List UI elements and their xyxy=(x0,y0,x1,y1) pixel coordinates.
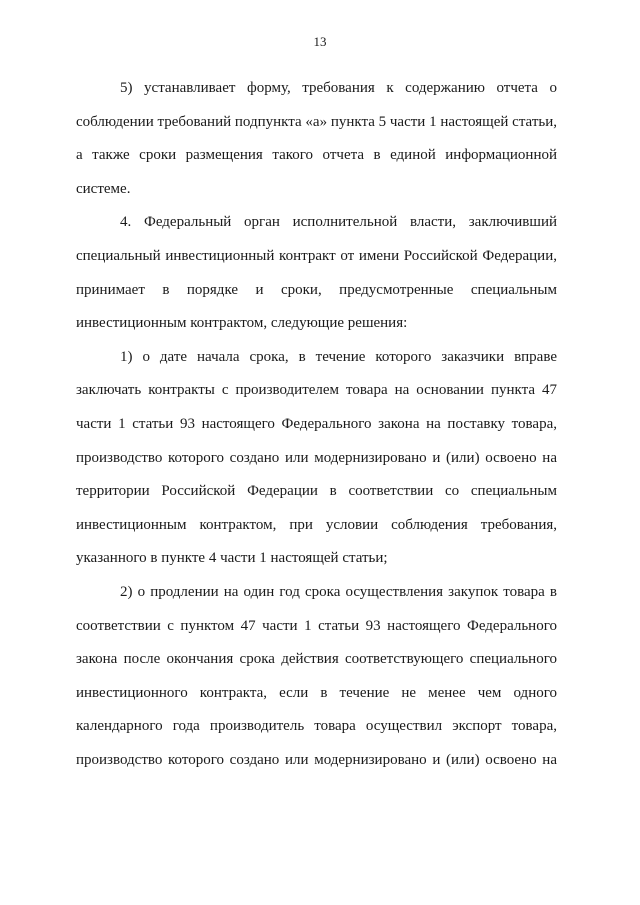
text-line: принимает в порядке и сроки, предусмотренные специальным xyxy=(76,281,557,298)
text-line: инвестиционного контракта, если в течение не менее чем одного xyxy=(76,684,557,701)
text-line: 2) о продлении на один год срока осуществления закупок товара в xyxy=(120,583,557,600)
text-line: производство которого создано или модернизировано и (или) освоено на xyxy=(76,751,557,768)
text-line: системе. xyxy=(76,180,131,197)
text-line: соответствии с пунктом 47 части 1 статьи 93 настоящего Федерального xyxy=(76,617,557,634)
document-body xyxy=(76,72,557,777)
text-line: указанного в пункте 4 части 1 настоящей статьи; xyxy=(76,550,388,567)
text-line: 1) о дате начала срока, в течение которого заказчики вправе xyxy=(120,348,557,365)
text-line: а также сроки размещения такого отчета в единой информационной xyxy=(76,147,557,164)
text-line: части 1 статьи 93 настоящего Федерального закона на поставку товара, xyxy=(76,415,557,432)
text-line: 5) устанавливает форму, требования к содержанию отчета о xyxy=(120,80,557,96)
text-line: 4. Федеральный орган исполнительной власти, заключивший xyxy=(120,214,557,231)
text-line: закона после окончания срока действия соответствующего специального xyxy=(76,651,557,668)
text-line: территории Российской Федерации в соответствии со специальным xyxy=(76,483,557,500)
text-line: производство которого создано или модернизировано и (или) освоено на xyxy=(76,449,557,466)
text-line: специальный инвестиционный контракт от имени Российской Федерации, xyxy=(76,247,557,264)
text-line: заключать контракты с производителем товара на основании пункта 47 xyxy=(76,382,557,399)
text-line: инвестиционным контрактом, следующие решения: xyxy=(76,315,408,332)
text-line: инвестиционным контрактом, при условии соблюдения требования, xyxy=(76,516,557,533)
text-line: соблюдении требований подпункта «а» пункта 5 части 1 настоящей статьи, xyxy=(76,113,557,130)
text-line: календарного года производитель товара осуществил экспорт товара, xyxy=(76,718,557,735)
page-number: 13 xyxy=(313,34,327,49)
